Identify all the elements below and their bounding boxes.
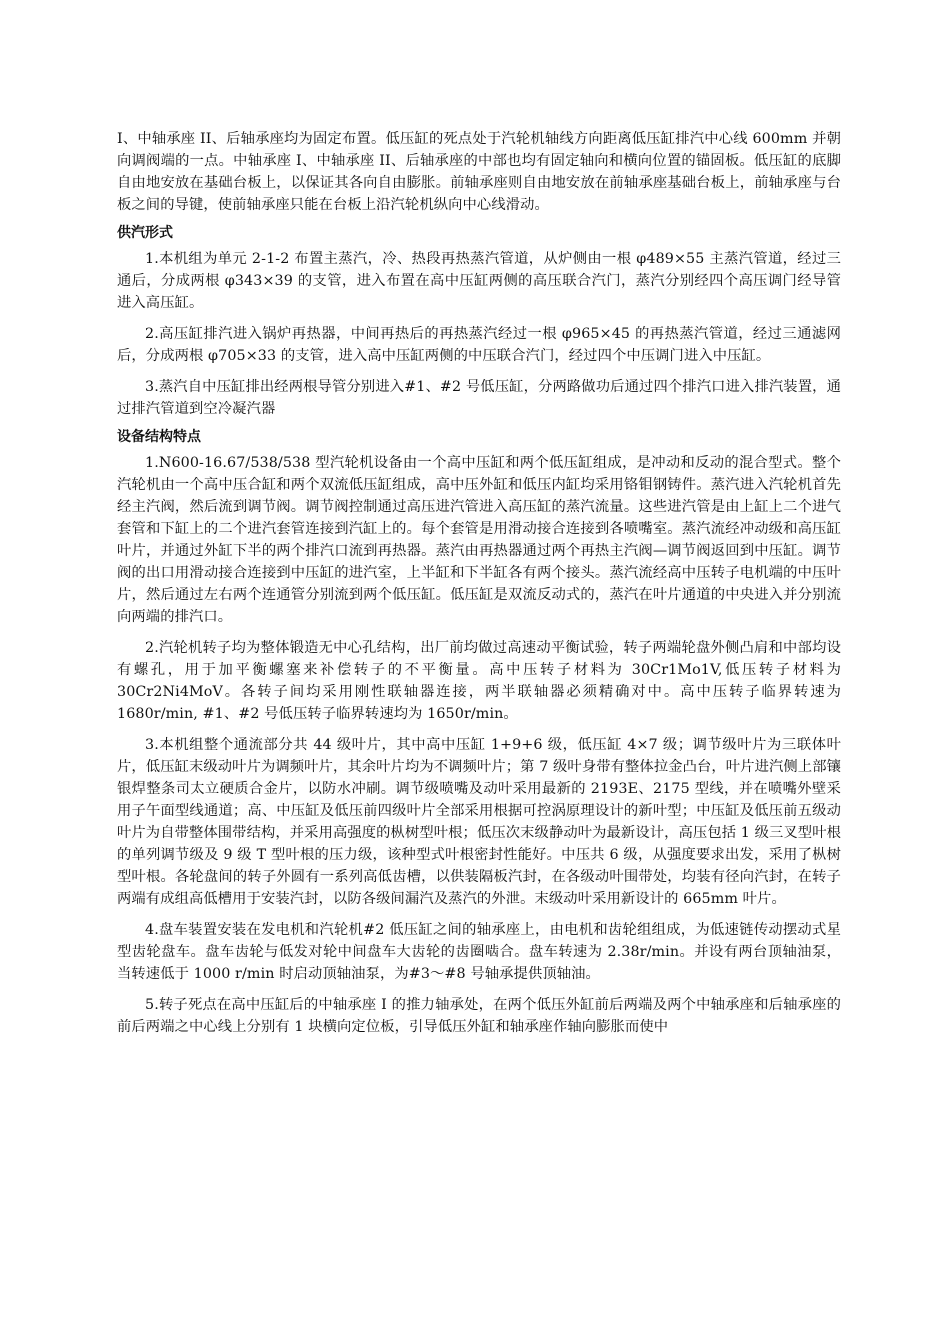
- section-heading-structure: 设备结构特点: [117, 429, 201, 445]
- section-heading-supply: 供汽形式: [117, 225, 173, 241]
- supply-paragraph-3: 3.蒸汽自中压缸排出经两根导管分别进入#1、#2 号低压缸，分两路做功后通过四个排汽口进入排汽装置，通过排汽管道到空冷凝汽器: [117, 379, 841, 417]
- structure-paragraph-2: 2.汽轮机转子均为整体锻造无中心孔结构，出厂前均做过高速动平衡试验，转子两端轮盘外侧凸肩和中部均设有螺孔，用于加平衡螺塞来补偿转子的不平衡量。高中压转子材料为 30Cr1Mo1V,低压转子材料为 30Cr2Ni4MoV。各转子间均采用刚性联轴器连接，两半联轴器必须精确对中。高中压转子临界转速为 1680r/min, #1、#2 号低压转子临界转速均为 1650r/min。: [117, 640, 841, 722]
- structure-paragraph-5: 5.转子死点在高中压缸后的中轴承座 I 的推力轴承处，在两个低压外缸前后两端及两个中轴承座和后轴承座的前后两端之中心线上分别有 1 块横向定位板，引导低压外缸和轴承座作轴向膨胀而使中: [117, 997, 841, 1035]
- document-body: [117, 128, 841, 1038]
- supply-paragraph-1: 1.本机组为单元 2-1-2 布置主蒸汽，冷、热段再热蒸汽管道，从炉侧由一根 φ489×55 主蒸汽管道，经过三通后，分成两根 φ343×39 的支管，进入布置在高中压缸两侧的高压联合汽门，蒸汽分别经四个高压调门经导管进入高压缸。: [117, 251, 841, 311]
- structure-paragraph-4: 4.盘车装置安装在发电机和汽轮机#2 低压缸之间的轴承座上，由电机和齿轮组组成，为低速链传动摆动式星型齿轮盘车。盘车齿轮与低发对轮中间盘车大齿轮的齿圈啮合。盘车转速为 2.38r/min。并设有两台顶轴油泵，当转速低于 1000 r/min 时启动顶轴油泵，为#3～#8 号轴承提供顶轴油。: [117, 922, 841, 982]
- supply-paragraph-2: 2.高压缸排汽进入锅炉再热器，中间再热后的再热蒸汽经过一根 φ965×45 的再热蒸汽管道，经过三通滤网后，分成两根 φ705×33 的支管，进入高中压缸两侧的中压联合汽门，经过四个中压调门进入中压缸。: [117, 326, 841, 364]
- structure-paragraph-3: 3.本机组整个通流部分共 44 级叶片，其中高中压缸 1+9+6 级，低压缸 4×7 级；调节级叶片为三联体叶片，低压缸末级动叶片为调频叶片，其余叶片均为不调频叶片；第 7 级叶身带有整体拉金凸台，叶片进汽侧上部镶银焊整条司太立硬质合金片，以防水冲刷。调节级喷嘴及动叶采用最新的 2193E、2175 型线，并在喷嘴外壁采用子午面型线通道；高、中压缸及低压前四级叶片全部采用根据可控涡原理设计的新叶型；中压缸及低压前五级动叶片为自带整体围带结构，并采用高强度的枞树型叶根；低压次末级静动叶为最新设计，高压包括 1 级三叉型叶根的单列调节级及 9 级 T 型叶根的压力级，该种型式叶根密封性能好。中压共 6 级，从强度要求出发，采用了枞树型叶根。各轮盘间的转子外圆有一系列高低齿槽，以供装隔板汽封，在各级动叶围带处，均装有径向汽封，在转子两端有成组高低槽用于安装汽封，以防各级间漏汽及蒸汽的外泄。末级动叶采用新设计的 665mm 叶片。: [117, 737, 841, 907]
- intro-paragraph: I、中轴承座 II、后轴承座均为固定布置。低压缸的死点处于汽轮机轴线方向距离低压缸排汽中心线 600mm 并朝向调阀端的一点。中轴承座 I、中轴承座 II、后轴承座的中部也均有固定轴向和横向位置的锚固板。低压缸的底脚自由地安放在基础台板上，以保证其各向自由膨胀。前轴承座则自由地安放在前轴承座基础台板上，前轴承座与台板之间的导键，使前轴承座只能在台板上沿汽轮机纵向中心线滑动。: [117, 131, 841, 213]
- structure-paragraph-1: 1.N600-16.67/538/538 型汽轮机设备由一个高中压缸和两个低压缸组成，是冲动和反动的混合型式。整个汽轮机由一个高中压合缸和两个双流低压缸组成，高中压外缸和低压内缸均采用铬钼钢铸件。蒸汽进入汽轮机首先经主汽阀，然后流到调节阀。调节阀控制通过高压进汽管进入高压缸的蒸汽流量。这些进汽管是由上缸上二个进气套管和下缸上的二个进汽套管连接到汽缸上的。每个套管是用滑动接合连接到各喷嘴室。蒸汽流经冲动级和高压缸叶片，并通过外缸下半的两个排汽口流到再热器。蒸汽由再热器通过两个再热主汽阀—调节阀返回到中压缸。调节阀的出口用滑动接合连接到中压缸的进汽室，上半缸和下半缸各有两个接头。蒸汽流经高中压转子电机端的中压叶片，然后通过左右两个连通管分别流到两个低压缸。低压缸是双流反动式的，蒸汽在叶片通道的中央进入并分别流向两端的排汽口。: [117, 455, 841, 625]
